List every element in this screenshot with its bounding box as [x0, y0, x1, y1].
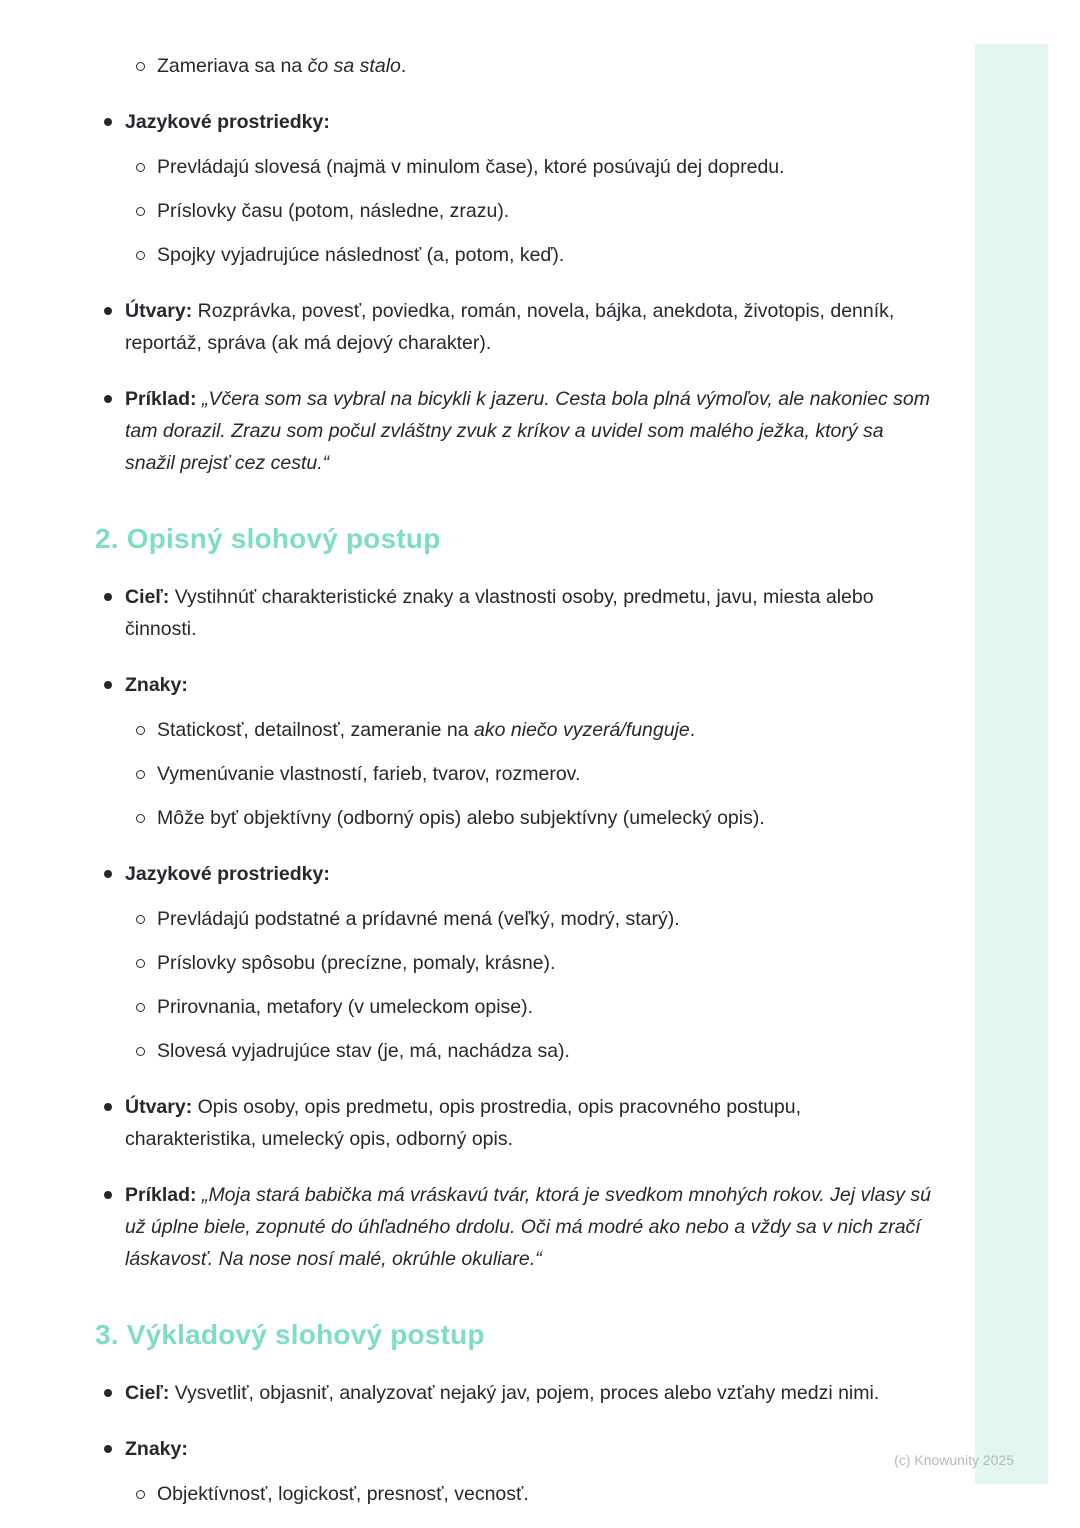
- disc-bullet-icon: [104, 1445, 112, 1453]
- text-segment: Vystihnúť charakteristické znaky a vlastnosti osoby, predmetu, javu, miesta alebo činnosti.: [125, 586, 874, 640]
- list-subitem: [95, 151, 935, 183]
- disc-bullet-icon: [104, 593, 112, 601]
- list-item: [95, 295, 935, 359]
- text-segment: Prevládajú slovesá (najmä v minulom čase), ktoré posúvajú dej dopredu.: [157, 156, 785, 178]
- list-item-text: [157, 947, 935, 979]
- list-subitem: [95, 758, 935, 790]
- italic-text: „Včera som sa vybral na bicykli k jazeru. Cesta bola plná výmoľov, ale nakoniec som tam dorazil. Zrazu som počul zvláštny zvuk z kríkov a uvidel som malého ježka, ktorý sa snažil prejsť cez cestu.“: [125, 388, 930, 474]
- text-segment: Slovesá vyjadrujúce stav (je, má, nachádza sa).: [157, 1040, 570, 1062]
- italic-text: ako niečo vyzerá/funguje: [474, 719, 690, 741]
- text-segment: Prirovnania, metafory (v umeleckom opise).: [157, 996, 534, 1018]
- list-item-text: [125, 1179, 935, 1275]
- list-item-text: [125, 581, 935, 645]
- bold-label: Znaky:: [125, 674, 188, 696]
- list-item-text: [157, 1478, 935, 1510]
- disc-bullet-icon: [104, 1191, 112, 1199]
- circle-bullet-icon: [136, 959, 145, 968]
- list-item-text: [125, 1377, 935, 1409]
- text-segment: Prevládajú podstatné a prídavné mená (veľký, modrý, starý).: [157, 908, 680, 930]
- list-item: [95, 858, 935, 890]
- text-segment: Zameriava sa na: [157, 55, 308, 77]
- text-segment: .: [400, 55, 407, 77]
- list-subitem: [95, 195, 935, 227]
- text-segment: Môže byť objektívny (odborný opis) alebo subjektívny (umelecký opis).: [157, 807, 765, 829]
- list-item-text: [125, 858, 935, 890]
- circle-bullet-icon: [136, 1490, 145, 1499]
- list-item-text: [125, 1433, 935, 1465]
- list-item-text: [157, 50, 935, 82]
- list-item: [95, 106, 935, 138]
- circle-bullet-icon: [136, 251, 145, 260]
- list-item: [95, 1377, 935, 1409]
- disc-bullet-icon: [104, 118, 112, 126]
- disc-bullet-icon: [104, 681, 112, 689]
- bold-label: Znaky:: [125, 1438, 188, 1460]
- disc-bullet-icon: [104, 1103, 112, 1111]
- list-subitem: [95, 991, 935, 1023]
- text-segment: Objektívnosť, logickosť, presnosť, vecnosť.: [157, 1483, 529, 1505]
- list-item-text: [125, 106, 935, 138]
- circle-bullet-icon: [136, 726, 145, 735]
- text-segment: Vysvetliť, objasniť, analyzovať nejaký jav, pojem, proces alebo vzťahy medzi nimi.: [169, 1382, 880, 1404]
- list-item: [95, 383, 935, 479]
- list-item-text: [157, 903, 935, 935]
- list-item: [95, 1433, 935, 1465]
- list-subitem: [95, 239, 935, 271]
- section-heading: 3. Výkladový slohový postup: [95, 1319, 485, 1350]
- list-item-text: [125, 1091, 935, 1155]
- list-subitem: [95, 1035, 935, 1067]
- list-item-text: [157, 239, 935, 271]
- circle-bullet-icon: [136, 1047, 145, 1056]
- list-item-text: [157, 714, 935, 746]
- bold-label: Cieľ:: [125, 1382, 170, 1404]
- disc-bullet-icon: [104, 870, 112, 878]
- list-subitem: [95, 903, 935, 935]
- bold-label: Príklad:: [125, 1184, 197, 1206]
- disc-bullet-icon: [104, 395, 112, 403]
- text-segment: Príslovky spôsobu (precízne, pomaly, krásne).: [157, 952, 556, 974]
- circle-bullet-icon: [136, 915, 145, 924]
- circle-bullet-icon: [136, 163, 145, 172]
- bold-label: Útvary:: [125, 1096, 193, 1118]
- list-subitem: [95, 947, 935, 979]
- circle-bullet-icon: [136, 770, 145, 779]
- list-item: [95, 1091, 935, 1155]
- right-accent-stripe: [975, 44, 1048, 1484]
- list-subitem: [95, 1478, 935, 1510]
- list-item-text: [125, 383, 935, 479]
- list-item-text: [157, 758, 935, 790]
- circle-bullet-icon: [136, 62, 145, 71]
- circle-bullet-icon: [136, 814, 145, 823]
- list-subitem: [95, 714, 935, 746]
- italic-text: čo sa stalo: [307, 55, 401, 77]
- disc-bullet-icon: [104, 1389, 112, 1397]
- list-item: [95, 669, 935, 701]
- copyright-footer: (c) Knowunity 2025: [894, 1452, 1014, 1468]
- text-segment: Príslovky času (potom, následne, zrazu).: [157, 200, 510, 222]
- bold-label: Jazykové prostriedky:: [125, 863, 330, 885]
- circle-bullet-icon: [136, 1003, 145, 1012]
- notes-content: [95, 50, 935, 1522]
- list-item: [95, 1179, 935, 1275]
- text-segment: .: [689, 719, 696, 741]
- list-item-text: [157, 1035, 935, 1067]
- text-segment: Opis osoby, opis predmetu, opis prostredia, opis pracovného postupu, charakteristika, umelecký opis, odborný opis.: [125, 1096, 802, 1150]
- list-item-text: [157, 151, 935, 183]
- list-item-text: [125, 669, 935, 701]
- text-segment: Rozprávka, povesť, poviedka, román, novela, bájka, anekdota, životopis, denník, reportáž, správa (ak má dejový charakter).: [125, 300, 895, 354]
- list-subitem: [95, 50, 935, 82]
- list-item-text: [157, 802, 935, 834]
- list-item-text: [157, 991, 935, 1023]
- italic-text: „Moja stará babička má vráskavú tvár, ktorá je svedkom mnohých rokov. Jej vlasy sú už úplne biele, zopnuté do úhľadného drdolu. Oči má modré ako nebo a vždy sa v nich zračí láskavosť. Na nose nosí malé, okrúhle okuliare.“: [125, 1184, 931, 1270]
- text-segment: Statickosť, detailnosť, zameranie na: [157, 719, 475, 741]
- bold-label: Útvary:: [125, 300, 193, 322]
- bold-label: Príklad:: [125, 388, 197, 410]
- disc-bullet-icon: [104, 307, 112, 315]
- circle-bullet-icon: [136, 207, 145, 216]
- list-item: [95, 581, 935, 645]
- list-subitem: [95, 802, 935, 834]
- list-item-text: [125, 295, 935, 359]
- text-segment: Vymenúvanie vlastností, farieb, tvarov, rozmerov.: [157, 763, 581, 785]
- text-segment: Spojky vyjadrujúce následnosť (a, potom, keď).: [157, 244, 565, 266]
- bold-label: Jazykové prostriedky:: [125, 111, 330, 133]
- list-item-text: [157, 195, 935, 227]
- bold-label: Cieľ:: [125, 586, 170, 608]
- section-heading: 2. Opisný slohový postup: [95, 523, 441, 554]
